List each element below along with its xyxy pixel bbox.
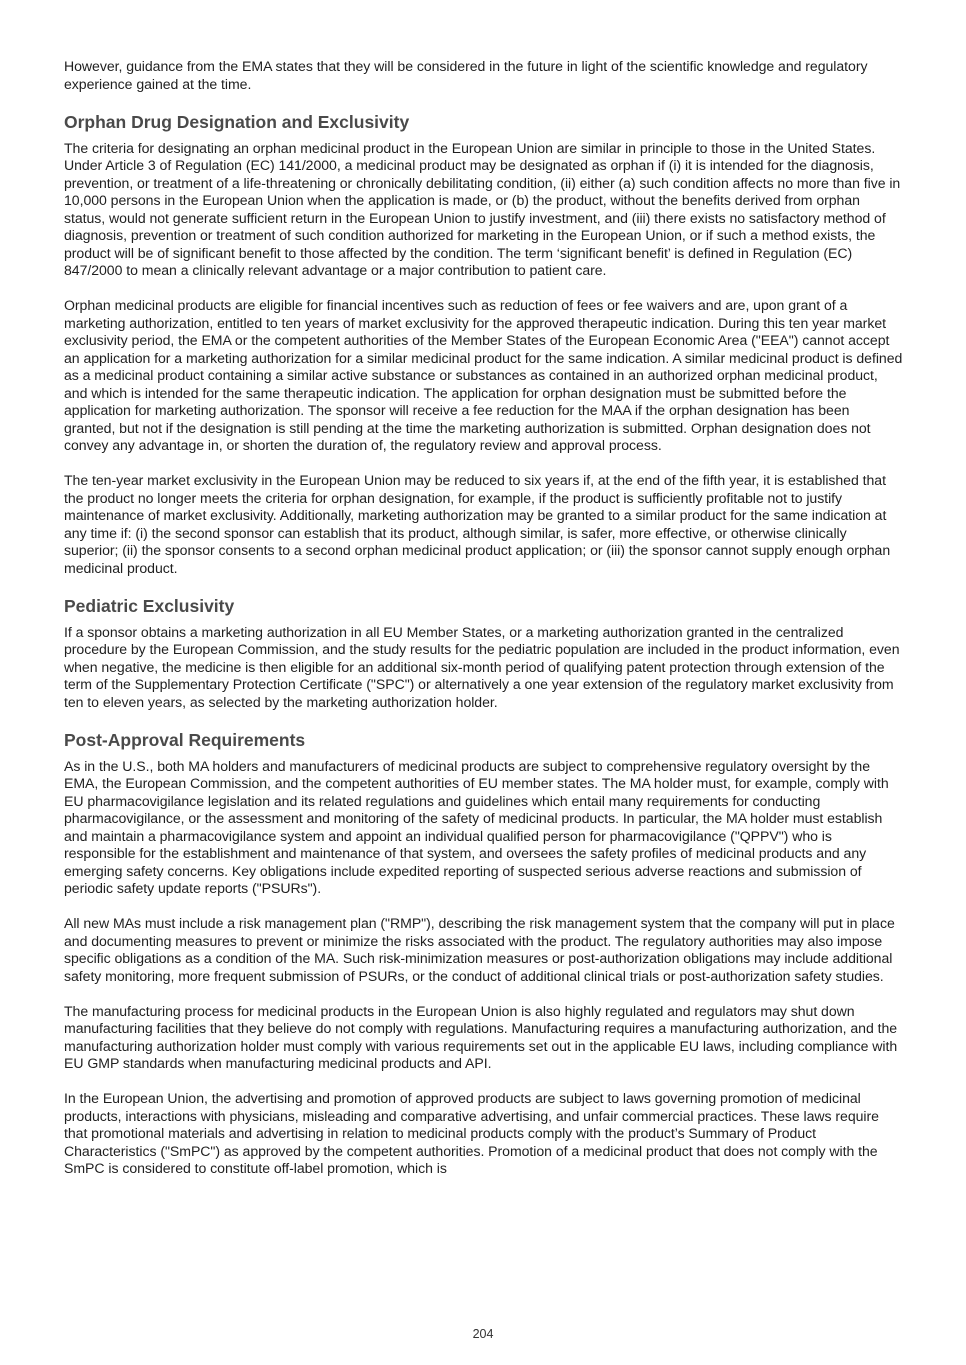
section-paragraph: Orphan medicinal products are eligible for financial incentives such as reduction of fees or fee waivers and are, upon grant of a marketing authorization, entitled to ten years of market exclusivity for the approved therapeutic indication. During this ten year market exclusivity period, the EMA or the competent authorities of the Member States of the European Economic Area ("EEA") cannot accept an application for a marketing authorization for a similar medicinal product for the same indication. A similar medicinal product is defined as a medicinal product containing a similar active substance or substances as contained in an authorized orphan medicinal product, and which is intended for the same therapeutic indication. The application for orphan designation must be submitted before the application for marketing authorization. The sponsor will receive a fee reduction for the MAA if the orphan designation has been granted, but not if the designation is still pending at the time the marketing authorization is submitted. Orphan designation does not convey any advantage in, or shorten the duration of, the regulatory review and approval process. (64, 297, 903, 453)
section-paragraph: The criteria for designating an orphan medicinal product in the European Union are similar in principle to those in the United States. Under Article 3 of Regulation (EC) 141/2000, a medicinal product may be designated as orphan if (i) it is intended for the diagnosis, prevention, or treatment of a life-threatening or chronically debilitating condition, (ii) either (a) such condition affects no more than five in 10,000 persons in the European Union when the application is made, or (b) the product, without the benefits derived from orphan status, would not generate sufficient return in the European Union to justify investment, and (iii) there exists no satisfactory method of diagnosis, prevention or treatment of such condition authorized for marketing in the European Union, or if such a method exists, the product will be of significant benefit to those affected by the condition. The term ‘significant benefit’ is defined in Regulation (EC) 847/2000 to mean a clinically relevant advantage or a major contribution to patient care. (64, 139, 901, 278)
page-number: 204 (472, 1327, 494, 1341)
section-heading: Orphan Drug Designation and Exclusivity (64, 111, 410, 132)
section-heading: Pediatric Exclusivity (64, 595, 235, 616)
page-content (64, 58, 904, 1195)
section-post-approval (64, 729, 904, 1178)
section-orphan-drug (64, 111, 904, 578)
section-paragraph: In the European Union, the advertising and promotion of approved products are subject to laws governing promotion of medicinal products, interactions with physicians, misleading and comparative advertising, and unfair commercial practices. These laws require that promotional materials and advertising in relation to medicinal products comply with the product’s Summary of Product Characteristics ("SmPC") as approved by the competent authorities. Promotion of a medicinal product that does not comply with the SmPC is considered to constitute off-label promotion, which is (64, 1090, 879, 1176)
section-paragraph: The manufacturing process for medicinal products in the European Union is also highly regulated and regulators may shut down manufacturing facilities that they believe do not comply with regulations. Manufacturing requires a manufacturing authorization, and the manufacturing authorization holder must comply with various requirements set out in the applicable EU laws, including compliance with EU GMP standards when manufacturing medicinal products and API. (64, 1002, 898, 1071)
section-paragraph: As in the U.S., both MA holders and manufacturers of medicinal products are subject to comprehensive regulatory oversight by the EMA, the European Commission, and the competent authorities of EU member states. The MA holder must, for example, comply with EU pharmacovigilance legislation and its related regulations and guidelines which entail many requirements for conducting pharmacovigilance, or the assessment and monitoring of the safety of medicinal products. In particular, the MA holder must establish and maintain a pharmacovigilance system and appoint an individual qualified person for pharmacovigilance ("QPPV") who is responsible for the establishment and maintenance of that system, and oversees the safety profiles of medicinal products and any emerging safety concerns. Key obligations include expedited reporting of suspected serious adverse reactions and submission of periodic safety update reports ("PSURs"). (64, 757, 889, 896)
section-heading: Post-Approval Requirements (64, 729, 306, 750)
intro-paragraph: However, guidance from the EMA states that they will be considered in the future in light of the scientific knowledge and regulatory experience gained at the time. (64, 58, 868, 92)
section-paragraph: All new MAs must include a risk management plan ("RMP"), describing the risk management system that the company will put in place and documenting measures to prevent or minimize the risks associated with the product. The regulatory authorities may also impose specific obligations as a condition of the MA. Such risk-minimization measures or post-authorization obligations may include additional safety monitoring, more frequent submission of PSURs, or the conduct of additional clinical trials or post-authorization safety studies. (64, 915, 895, 984)
section-paragraph: If a sponsor obtains a marketing authorization in all EU Member States, or a marketing authorization granted in the centralized procedure by the European Commission, and the study results for the pediatric population are included in the product information, even when negative, the medicine is then eligible for an additional six-month period of qualifying patent protection through extension of the term of the Supplementary Protection Certificate ("SPC") or alternatively a one year extension of the regulatory market exclusivity from ten to eleven years, as selected by the marketing authorization holder. (64, 623, 900, 710)
section-pediatric-exclusivity (64, 595, 904, 712)
section-paragraph: The ten-year market exclusivity in the European Union may be reduced to six years if, at the end of the fifth year, it is established that the product no longer meets the criteria for orphan designation, for example, if the product is sufficiently profitable not to justify maintenance of market exclusivity. Additionally, marketing authorization may be granted to a similar product for the same indication at any time if: (i) the second sponsor can establish that its product, although similar, is safer, more effective, or otherwise clinically superior; (ii) the sponsor consents to a second orphan medicinal product application; or (iii) the sponsor cannot supply enough orphan medicinal product. (64, 472, 891, 576)
